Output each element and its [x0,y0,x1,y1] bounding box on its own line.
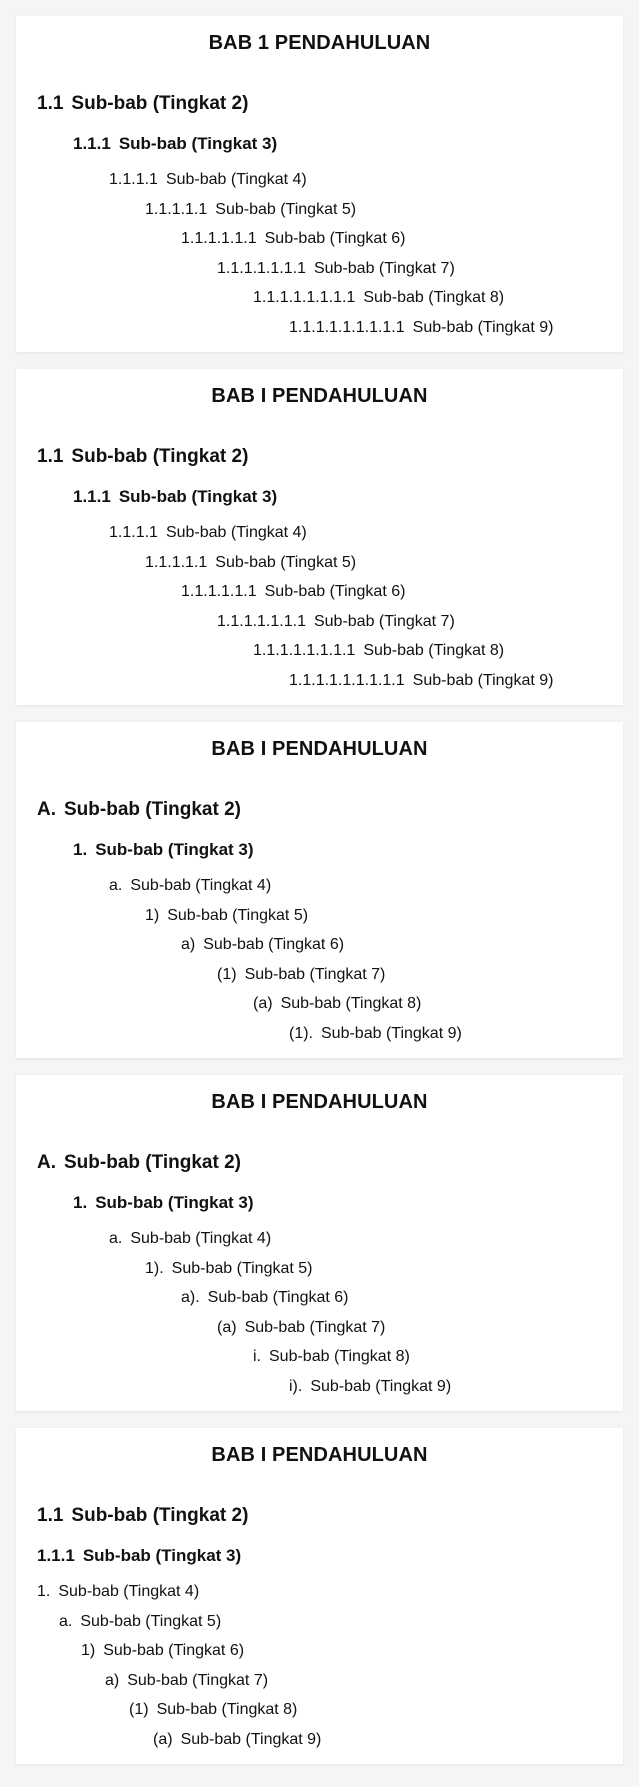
heading-number: 1.1.1.1.1.1.1.1 [253,289,356,306]
heading-level-6 [181,935,344,955]
heading-number: (1) [217,966,237,983]
heading-text: Sub-bab (Tingkat 2) [71,93,249,114]
heading-number: 1.1.1.1 [109,524,158,541]
heading-text: Sub-bab (Tingkat 3) [95,840,254,859]
heading-number: i). [289,1378,303,1395]
heading-level-2 [37,1506,248,1526]
heading-number: 1.1 [37,1505,64,1526]
heading-level-5 [145,906,308,926]
heading-level-3 [73,134,277,154]
chapter-title: BAB I PENDAHULUAN [211,1091,428,1113]
heading-number: a) [181,936,196,953]
heading-number: (a) [153,1731,173,1748]
heading-text: Sub-bab (Tingkat 7) [127,1672,269,1689]
heading-text: Sub-bab (Tingkat 3) [95,1193,254,1212]
heading-number: 1). [145,1260,164,1277]
heading-level-4 [109,523,307,543]
heading-number: 1.1.1.1.1.1.1.1.1 [289,672,405,689]
heading-level-7 [217,612,455,632]
heading-level-8 [253,288,504,308]
heading-number: 1.1 [37,446,64,467]
heading-number: a. [109,877,123,894]
heading-number: A. [37,1152,56,1173]
heading-level-6 [81,1641,244,1661]
heading-text: Sub-bab (Tingkat 2) [71,1505,249,1526]
heading-level-7 [217,1318,385,1338]
heading-level-6 [181,582,405,602]
heading-text: Sub-bab (Tingkat 9) [180,1731,322,1748]
heading-level-6 [181,1288,348,1308]
heading-text: Sub-bab (Tingkat 4) [130,877,272,894]
heading-text: Sub-bab (Tingkat 6) [264,583,406,600]
heading-text: Sub-bab (Tingkat 3) [118,134,278,153]
heading-level-2 [37,447,248,467]
section-card [16,1075,623,1411]
heading-number: 1) [81,1642,96,1659]
heading-level-3 [73,840,254,860]
heading-level-7 [217,965,385,985]
heading-number: (a) [253,995,273,1012]
chapter-title: BAB I PENDAHULUAN [211,738,428,760]
chapter-title: BAB I PENDAHULUAN [211,385,428,407]
heading-level-2 [37,1153,241,1173]
heading-number: (a) [217,1319,237,1336]
heading-number: 1. [73,840,88,859]
heading-number: 1) [145,907,160,924]
heading-level-9 [289,1024,462,1044]
heading-text: Sub-bab (Tingkat 6) [103,1642,245,1659]
heading-text: Sub-bab (Tingkat 6) [207,1289,349,1306]
heading-number: 1.1.1.1.1 [145,201,208,218]
heading-text: Sub-bab (Tingkat 8) [363,289,505,306]
heading-number: 1.1.1.1.1.1 [181,583,257,600]
heading-level-8 [129,1700,297,1720]
heading-text: Sub-bab (Tingkat 4) [130,1230,272,1247]
heading-level-3 [73,487,277,507]
heading-text: Sub-bab (Tingkat 3) [82,1546,242,1565]
heading-number: A. [37,799,56,820]
heading-text: Sub-bab (Tingkat 4) [58,1583,200,1600]
heading-text: Sub-bab (Tingkat 6) [203,936,345,953]
section-card [16,1428,623,1764]
heading-level-8 [253,1347,410,1367]
heading-level-5 [145,553,356,573]
heading-number: a) [105,1672,120,1689]
heading-text: Sub-bab (Tingkat 2) [71,446,249,467]
heading-number: 1. [73,1193,88,1212]
section-card [16,369,623,705]
heading-number: 1.1.1.1.1.1.1.1.1 [289,319,405,336]
heading-text: Sub-bab (Tingkat 5) [80,1613,222,1630]
heading-number: i. [253,1348,261,1365]
heading-number: 1.1 [37,93,64,114]
heading-text: Sub-bab (Tingkat 9) [412,319,554,336]
heading-text: Sub-bab (Tingkat 8) [269,1348,410,1365]
heading-level-9 [153,1730,321,1750]
heading-text: Sub-bab (Tingkat 6) [264,230,406,247]
heading-level-3 [73,1193,254,1213]
heading-number: 1.1.1.1.1 [145,554,208,571]
heading-text: Sub-bab (Tingkat 7) [313,613,455,630]
heading-level-2 [37,800,241,820]
heading-number: a. [109,1230,123,1247]
heading-text: Sub-bab (Tingkat 4) [165,171,307,188]
heading-text: Sub-bab (Tingkat 3) [118,487,278,506]
heading-level-5 [145,1259,312,1279]
heading-number: 1.1.1.1.1.1.1.1 [253,642,356,659]
heading-text: Sub-bab (Tingkat 5) [215,201,357,218]
heading-number: 1.1.1.1 [109,171,158,188]
heading-number: 1.1.1 [73,487,111,506]
heading-number: 1.1.1 [37,1546,75,1565]
heading-text: Sub-bab (Tingkat 5) [167,907,309,924]
heading-text: Sub-bab (Tingkat 7) [244,966,386,983]
heading-level-6 [181,229,405,249]
heading-level-9 [289,1377,451,1397]
heading-number: 1. [37,1583,51,1600]
heading-level-4 [109,1229,271,1249]
heading-level-7 [217,259,455,279]
heading-number: 1.1.1 [73,134,111,153]
heading-level-4 [37,1582,199,1602]
heading-level-5 [59,1612,221,1632]
section-card [16,16,623,352]
heading-number: 1.1.1.1.1.1.1 [217,260,306,277]
heading-text: Sub-bab (Tingkat 4) [165,524,307,541]
heading-text: Sub-bab (Tingkat 5) [215,554,357,571]
heading-number: (1). [289,1025,313,1042]
heading-text: Sub-bab (Tingkat 8) [156,1701,298,1718]
heading-text: Sub-bab (Tingkat 7) [313,260,455,277]
heading-text: Sub-bab (Tingkat 7) [244,1319,386,1336]
heading-level-8 [253,641,504,661]
heading-level-7 [105,1671,268,1691]
heading-number: a. [59,1613,73,1630]
heading-text: Sub-bab (Tingkat 8) [280,995,422,1012]
heading-level-4 [109,876,271,896]
section-card [16,722,623,1058]
heading-number: 1.1.1.1.1.1.1 [217,613,306,630]
heading-text: Sub-bab (Tingkat 5) [171,1260,313,1277]
heading-text: Sub-bab (Tingkat 2) [64,799,241,820]
heading-level-2 [37,94,248,114]
heading-number: a). [181,1289,200,1306]
chapter-title: BAB 1 PENDAHULUAN [208,32,431,54]
heading-level-5 [145,200,356,220]
heading-level-9 [289,671,553,691]
heading-level-3 [37,1546,241,1566]
heading-text: Sub-bab (Tingkat 9) [310,1378,452,1395]
heading-text: Sub-bab (Tingkat 9) [321,1025,462,1042]
heading-number: 1.1.1.1.1.1 [181,230,257,247]
heading-text: Sub-bab (Tingkat 2) [64,1152,241,1173]
heading-text: Sub-bab (Tingkat 9) [412,672,554,689]
heading-number: (1) [129,1701,149,1718]
heading-level-9 [289,318,553,338]
heading-level-4 [109,170,307,190]
heading-text: Sub-bab (Tingkat 8) [363,642,505,659]
heading-level-8 [253,994,421,1014]
chapter-title: BAB I PENDAHULUAN [211,1444,428,1466]
